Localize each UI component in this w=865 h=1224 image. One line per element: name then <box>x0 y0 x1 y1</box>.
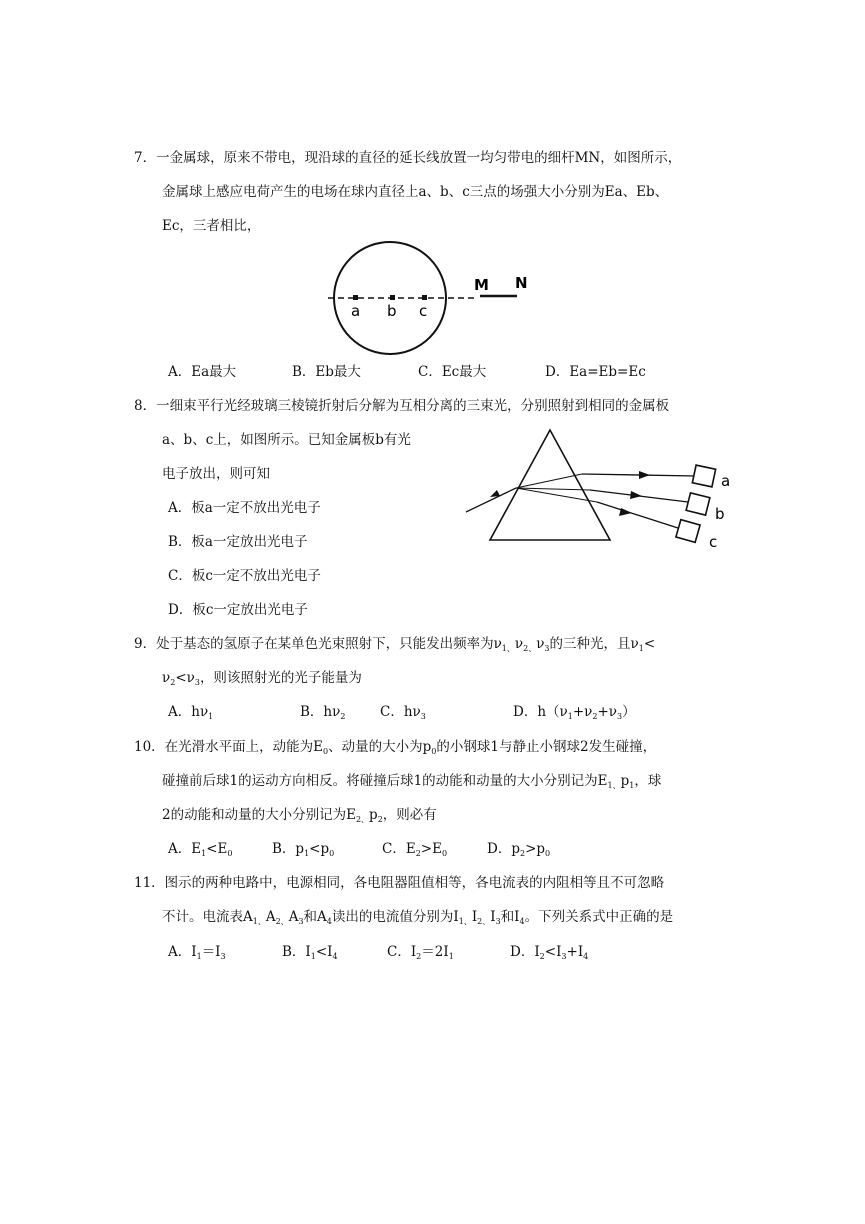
q8-option-c: C．板c一定不放出光电子 <box>168 568 321 584</box>
q11-option-b: B．$I_1<I_4$ <box>282 944 338 961</box>
q9-option-b: B．$h\nu_2$ <box>300 704 346 721</box>
plate-label-c: c <box>709 533 718 551</box>
incident-arrow-icon <box>490 490 500 497</box>
label-M: M <box>474 276 489 294</box>
incident-beam <box>466 488 516 512</box>
label-c: c <box>419 302 428 320</box>
q7-figure-sphere-rod <box>325 238 540 358</box>
q10-option-b: B．$p_1<p_0$ <box>272 841 335 858</box>
q11-line1: 11．图示的两种电路中，电源相同，各电阻器阻值相等，各电流表的内阻相等且不可忽略 <box>134 875 665 891</box>
q9-line1: 9．处于基态的氢原子在某单色光束照射下，只能发出频率为$\nu_{1、}\nu_{2、}\nu_3$的三种光，且$\nu_1<$ <box>134 636 656 653</box>
q11-option-a: A．$I_1=I_3$ <box>168 944 226 961</box>
q8-line3: 电子放出，则可知 <box>162 466 270 482</box>
q7-option-b: B．Eb最大 <box>292 364 361 380</box>
q11-option-d: D．$I_2<I_3+I_4$ <box>510 944 589 961</box>
q11-line2: 不计。电流表$A_{1、}A_{2、}A_3$和$A_4$读出的电流值分别为$I_{1、}I_{2、}I_3$和$I_4$。下列关系式中正确的是 <box>162 909 674 926</box>
metal-plate-a <box>692 465 715 487</box>
beam-b-arrow-icon <box>630 491 642 499</box>
point-c-dot <box>422 295 427 300</box>
beam-a-arrow-icon <box>639 471 650 479</box>
q8-option-a: A．板a一定不放出光电子 <box>168 500 321 516</box>
q9-option-c: C．$h\nu_3$ <box>380 704 426 721</box>
q7-option-d: D．Ea=Eb=Ec <box>545 364 646 380</box>
q8-option-b: B．板a一定放出光电子 <box>168 534 308 550</box>
beam-c <box>597 502 678 528</box>
label-b: b <box>387 302 397 320</box>
q8-figure-prism <box>462 424 742 554</box>
label-N: N <box>515 274 528 292</box>
q7-line1: 7．一金属球，原来不带电，现沿球的直径的延长线放置一均匀带电的细杆MN，如图所示， <box>134 150 682 166</box>
q7-line3: Ec，三者相比， <box>162 218 261 234</box>
q8-option-d: D．板c一定放出光电子 <box>168 602 308 618</box>
point-a-dot <box>353 295 358 300</box>
label-a: a <box>351 302 361 320</box>
plate-label-b: b <box>715 505 725 523</box>
q10-option-c: C．$E_2>E_0$ <box>382 841 448 858</box>
beam-inside-1 <box>516 474 582 488</box>
q9-option-a: A．$h\nu_1$ <box>168 704 214 721</box>
q10-option-a: A．$E_1<E_0$ <box>168 841 233 858</box>
q9-option-d: D．$h(\nu_1+\nu_2+\nu_3)$ <box>513 704 636 721</box>
glass-prism <box>490 430 610 540</box>
q8-line2: a、b、c上，如图所示。已知金属板b有光 <box>162 432 411 448</box>
q10-line1: 10．在光滑水平面上，动能为$E_0$、动量的大小为$p_0$的小钢球1与静止小钢球2发生碰撞， <box>134 739 657 756</box>
point-b-dot <box>390 295 395 300</box>
q7-option-c: C．Ec最大 <box>418 364 487 380</box>
metal-plate-b <box>686 493 710 515</box>
q11-option-c: C．$I_2=2I_1$ <box>387 944 454 961</box>
metal-plate-c <box>676 520 700 543</box>
q10-line2: 碰撞前后球1的运动方向相反。将碰撞后球1的动能和动量的大小分别记为$E_{1、}p_1$，球 <box>162 773 662 790</box>
q7-option-a: A．Ea最大 <box>168 364 237 380</box>
q7-line2: 金属球上感应电荷产生的电场在球内直径上a、b、c三点的场强大小分别为Ea、Eb、 <box>162 184 669 200</box>
q10-option-d: D．$p_2>p_0$ <box>487 841 551 858</box>
q9-line2: $\nu_2<\nu_3$，则该照射光的光子能量为 <box>162 670 362 687</box>
q8-line1: 8．一细束平行光经玻璃三棱镜折射后分解为互相分离的三束光，分别照射到相同的金属板 <box>134 398 670 414</box>
q10-line3: 2的动能和动量的大小分别记为$E_{2、}p_2$，则必有 <box>162 807 437 824</box>
plate-label-a: a <box>721 472 731 490</box>
